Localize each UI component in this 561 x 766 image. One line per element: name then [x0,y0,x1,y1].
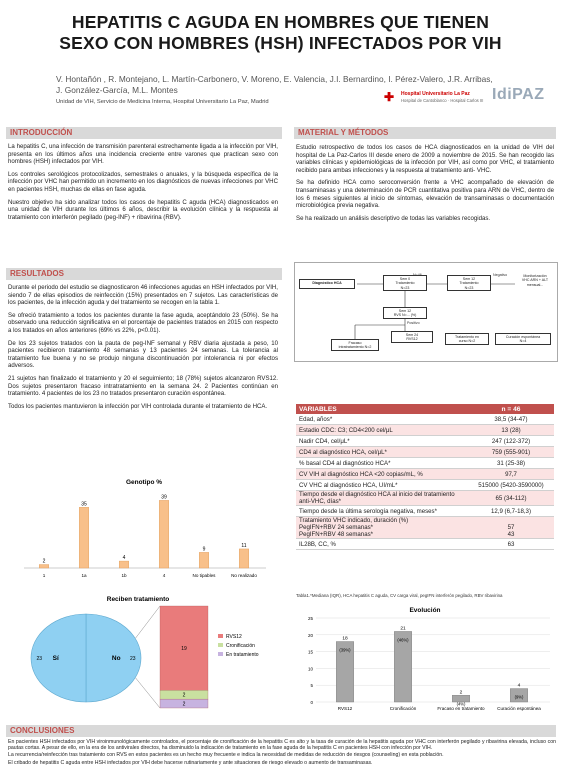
table-row [296,469,554,480]
table-cell-value: 13 (28) [468,425,554,436]
hospital-logo [384,88,484,108]
methods-paragraph: Estudio retrospectivo de todos los casos de HCA diagnosticados en la unidad de VIH del hospital de La Paz-Carlos III desde enero de 2009 a noviembre de 2015. Se han recogido las variables clínicas y epidemiológicas de la infección por VIH, así como por VHC, el tratamiento recibido para ambas infecciones y la respuesta al tratamiento anti- VHC. [296,144,554,174]
table-cell-label: Edad, años* [296,414,468,425]
table-row [296,491,554,506]
title-line-1: HEPATITIS C AGUDA EN HOMBRES QUE TIENEN [71,12,490,32]
bar [79,507,89,568]
conclusions-paragraph: En pacientes HSH infectados por VIH viroinmunológicamente controlados, el porcentaje de cronificación de la hepatitis C es alto y la tasa de curación de la hepatitis aguda por VHC con interferón pegilado y ribavirina elevada, incluso con pautas cortas. A pesar de ello, en la era de los antivirales directos, ha disminuido la indicación de tratamiento en la fase aguda de la hepatitis C en pacientes HSH con infección por VIH. [8,739,556,752]
poster-title [0,12,561,54]
data-label-percent: (39%) [339,647,351,653]
methods-heading: MATERIAL Y MÉTODOS [294,127,556,139]
intro-text [8,143,278,226]
tick-label: 1a [81,573,87,578]
table-cell-value: 65 (34-112) [468,491,554,506]
intro-paragraph: Los controles serológicos protocolizados, semestrales o anuales, y la búsqueda específica de la infección por VHC han permitido un incremento en los diagnósticos de nuevas infecciones por VHC en pacientes HSH, muchas de ellas en fase aguda. [8,170,278,193]
bar [199,552,209,568]
y-tick-label: 5 [310,683,313,689]
table-row [296,539,554,550]
data-label: 18 [342,636,348,642]
results-text [8,284,278,415]
data-label: 2 [459,690,463,696]
flow-box-rvs12: Sem 24 RVS12 [391,331,433,343]
conclusions-paragraph: La recurrencia/reinfección tras tratamiento con RVS en estos pacientes es un hecho muy frecuente e indica la necesidad de medidas de reducción de riesgos (counseling) en esta población. [8,752,444,759]
table-cell-value: 97,7 [468,469,554,480]
table-header-variables: VARIABLES [296,404,468,414]
data-label: 39 [161,494,167,501]
legend-label: Cronificación [226,643,255,649]
methods-text [296,144,554,227]
data-label: 11 [241,542,247,549]
treatment-pie-chart [18,592,283,717]
flow-label-negative: Negativo [493,273,508,277]
idipaz-logo: IdiPAZ [492,86,545,103]
table-cell-value: 247 (122-372) [468,436,554,447]
methods-paragraph: Se ha definido HCA como seroconversión frente a VHC acompañado de elevación de transaminasas y una determinación de PCR cuantitativa positiva para ARN de VHC, dentro de los 6 meses siguientes al inicio de síntomas, elevación de transaminasas o documentación microbiológica previa negativa. [296,179,554,210]
data-label-percent: (9%) [514,694,524,700]
study-flow-diagram [294,262,558,362]
evolution-chart [296,604,554,720]
legend-label: En tratamiento [226,652,259,658]
bar [239,549,249,568]
table-cell-label: Tiempo desde la última serología negativa, meses* [296,506,468,517]
tick-label: 1 [42,573,46,578]
genotype-chart [18,476,270,588]
hospital-logo-sub: Hospital de Cantoblanco · Hospital Carlos III [401,98,484,103]
hospital-logo-name: Hospital Universitario La Paz [401,91,470,97]
flow-label-positive: Positivo [407,321,420,325]
chart-title: Genotipo % [125,479,163,486]
title-line-2: SEXO CON HOMBRES (HSH) INFECTADOS POR VIH [59,33,502,53]
tick-label: Cronificación [389,706,417,711]
data-label: 19 [181,646,187,653]
pie-label: Sí [52,655,59,662]
conclusions-heading: CONCLUSIONES [6,725,556,737]
affiliation: Unidad de VIH, Servicio de Medicina Interna, Hospital Universitario La Paz, Madrid [56,99,269,105]
data-label-percent: (4%) [456,701,466,707]
data-label: 2 [182,692,186,699]
table-cell-value: 759 (555-901) [468,447,554,458]
bar [119,561,129,568]
results-heading: RESULTADOS [6,268,282,280]
table-row [296,506,554,517]
table-row [296,458,554,469]
y-tick-label: 0 [310,700,313,705]
table-cell-value: 12,9 (6,7-18,3) [468,506,554,517]
results-paragraph: Todos los pacientes mantuvieron la infección por VIH controlada durante el tratamiento de HCA. [8,402,268,410]
legend-swatch [218,634,223,638]
tick-label: 1b [121,573,127,578]
conclusions-text [8,739,556,766]
flow-box-continuing: Tratamiento en curso N=2 [445,333,489,345]
conclusions-paragraph: El cribado de hepatitis C aguda entre HSH infectados por VIH debe hacerse rutinariamente y ante situaciones de riesgo elevado o aumento de transaminasas. [8,759,373,766]
bar [39,565,49,568]
data-label: 9 [202,546,206,553]
table-row [296,447,554,458]
table-row [296,425,554,436]
flow-box-not-treated: Sem 12 Tratamiento N=23 [447,275,491,291]
flow-box-monitor: Monitorización VHC ARN + ALT mensual... [515,273,555,295]
table-cell-label: CV VHC al diagnóstico HCA, UI/mL* [296,480,468,491]
table-cell-label: CV VIH al diagnóstico HCA <20 copias/mL, % [296,469,468,480]
table-row [296,436,554,447]
variables-table [296,404,554,550]
results-paragraph: Se ofreció tratamiento a todos los pacientes durante la fase aguda, aceptándolo 23 (50%). Se ha observado una reducción significativa en el porcentaje de pacientes tratados en 2015 con respecto a los tratados en años anteriores (69% vs 22%, p<0.01). [8,311,278,334]
table-cell-value: 515000 (5420-3590000) [468,480,554,491]
chart-title: Reciben tratamiento [106,596,170,603]
pie-label: No [111,655,121,662]
tick-label: Curación espontánea [497,706,541,711]
legend-swatch [218,643,223,647]
flow-box-sem12: Sem 12 RVS N=... (%) [383,307,427,319]
y-tick-label: 15 [307,649,313,655]
y-tick-label: 10 [307,666,313,672]
intro-paragraph: Nuestro objetivo ha sido analizar todos los casos de hepatitis C aguda (HCA) diagnosticados en una unidad de VIH durante los últimos 6 años, describir la evolución clínica y la respuesta al tratamiento con interferón pegilado (peg-INF) + ribavirina (RBV). [8,198,278,221]
legend-swatch [218,652,223,656]
tick-label: No realizado [231,573,257,578]
authors: V. Hontañón , R. Montejano, L. Martín-Carbonero, V. Moreno, E. Valencia, J.I. Bernardino, I. Pérez-Valero, J.R. Arribas, J. González-García, M.L. Montes [56,74,493,95]
table-cell-label: CD4 al diagnóstico HCA, cel/μL* [296,447,468,458]
connector-line [136,606,161,638]
tick-label: 4 [162,573,166,578]
table-cell-label: Nadir CD4, cel/μL* [296,436,468,447]
results-paragraph: Durante el periodo del estudio se diagnosticaron 46 infecciones agudas en HSH infectados por VIH, siendo 7 de ellas episodios de reinfección (15%) presentados en 7 sujetos. Las características de los pacientes, de la infección aguda y del tratamiento se recogen en la tabla 1. [8,284,278,307]
tick-label: No tipables [192,573,216,578]
y-tick-label: 25 [307,616,313,621]
flow-box-spontaneous: Curación espontánea N=4 [495,333,551,345]
flow-box-treated: Sem 0 Tratamiento N=23 [383,275,427,291]
table-cell-label: Tiempo desde el diagnóstico HCA al inicio del tratamiento anti-VHC, días* [296,491,468,506]
table-cell-value: 38,5 (34-47) [468,414,554,425]
tick-label: RVS12 [337,706,353,711]
table-cell-label: Estadio CDC: C3; CD4<200 cel/μL [296,425,468,436]
chart-title: Evolución [409,607,441,614]
table-cell-label: IL28B, CC, % [296,539,468,550]
data-label: 35 [81,501,87,508]
data-label: 21 [400,626,406,632]
results-paragraph: 21 sujetos han finalizado el tratamiento y 20 el seguimiento; 18 (78%) sujetos alcanzaron RVS12. Dos sujetos presentaron fracaso intratratamiento en la semana 24. 2 Pacientes continúan en tratamiento. 4 pacientes de los 23 no tratados presentaron curación espontánea. [8,374,278,398]
table-row [296,517,554,539]
y-tick-label: 20 [307,632,313,638]
legend-label: RVS12 [226,634,242,640]
table-cell-value: 57 43 [468,517,554,539]
results-paragraph: De los 23 sujetos tratados con la pauta de peg-INF semanal y RBV diaria ajustada a peso, 10 pacientes recibieron tratamiento 48 semanas y 13 pacientes 24 semanas. La tolerancia al tratamiento fue buena y no se produjo ninguna discontinuación por intolerancia ni por efectos adversos. [8,339,278,370]
flow-box-failure: Fracaso intratratamiento N=2 [331,339,379,351]
table-row [296,414,554,425]
intro-heading: INTRODUCCIÓN [6,127,282,139]
table-cell-label: Tratamiento VHC indicado, duración (%) PegIFN+RBV 24 semanas* PegIFN+RBV 48 semanas* [296,517,468,539]
pie-value: 23 [129,656,136,662]
bar [159,500,169,568]
table-cell-label: % basal CD4 al diagnóstico HCA* [296,458,468,469]
madrid-star-icon: ✚ [384,90,395,104]
table-header-row [296,404,554,414]
data-label: 4 [122,555,126,562]
flow-box-diagnosis: Diagnóstico HCA [299,279,355,289]
connector-line [136,678,161,708]
methods-paragraph: Se ha realizado un análisis descriptivo de todas las variables recogidas. [296,214,491,222]
data-label: 2 [42,558,46,565]
data-label-percent: (46%) [397,637,409,643]
data-label: 2 [182,701,186,708]
data-label: 4 [517,683,521,689]
table-cell-value: 63 [468,539,554,550]
table-cell-value: 31 (25-38) [468,458,554,469]
logos [384,88,554,108]
table-row [296,480,554,491]
pie-value: 23 [36,656,43,662]
table-header-n: n = 46 [468,404,554,414]
table-note: Tabla1.*Mediana (IQR), HCA hepatitis C aguda, CV carga viral, pegIFN interferón pegilado, RBV ribavirina [296,593,503,598]
intro-paragraph: La hepatitis C, una infección de transmisión parenteral estrechamente ligada a la infección por VIH, presenta en los últimos años una incidencia creciente entre varones que practican sexo con hombres (HSH) infectados por VIH. [8,143,278,166]
tick-label: Fracaso en tratamiento [437,706,485,711]
